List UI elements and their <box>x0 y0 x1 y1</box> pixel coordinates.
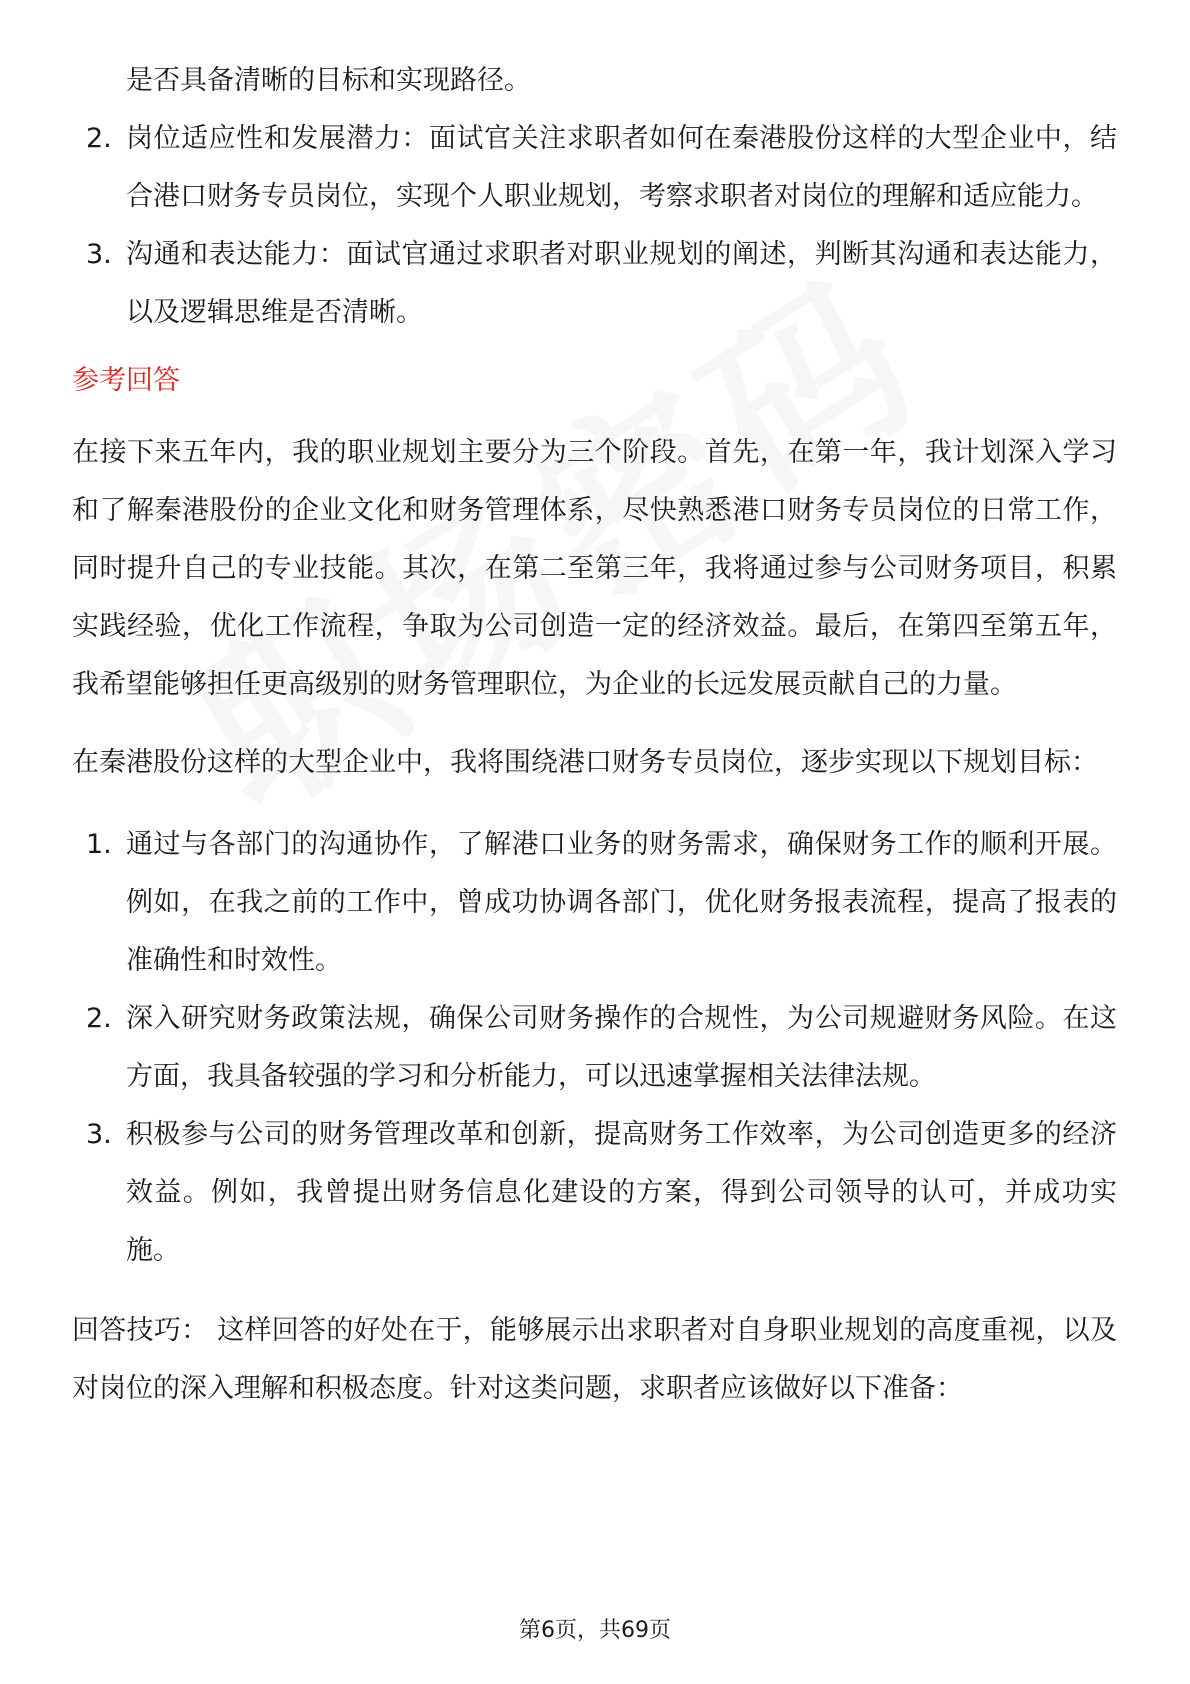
list-item-text: 积极参与公司的财务管理改革和创新，提高财务工作效率，为公司创造更多的经济效益。例如，我曾提出财务信息化建设的方案，得到公司领导的认可，并成功实施。 <box>126 1119 1117 1266</box>
list-item <box>72 110 1117 226</box>
list-item <box>72 816 1117 990</box>
section-heading: 参考回答 <box>72 365 180 396</box>
list-number: 3. <box>86 1119 112 1150</box>
list-number: 2. <box>86 1003 112 1034</box>
question-points-list <box>72 110 1117 342</box>
page-footer: 第6页，共69页 <box>519 1618 671 1643</box>
list-number: 1. <box>86 829 112 860</box>
list-number: 2. <box>86 123 112 154</box>
list-item-text: 岗位适应性和发展潜力：面试官关注求职者如何在秦港股份这样的大型企业中，结合港口财务专员岗位，实现个人职业规划，考察求职者对岗位的理解和适应能力。 <box>126 123 1117 212</box>
answer-paragraph: 在秦港股份这样的大型企业中，我将围绕港口财务专员岗位，逐步实现以下规划目标： <box>72 747 1098 778</box>
list-number: 3. <box>86 239 112 270</box>
list-item-text: 沟通和表达能力：面试官通过求职者对职业规划的阐述，判断其沟通和表达能力，以及逻辑思维是否清晰。 <box>126 239 1117 328</box>
list-item-text: 深入研究财务政策法规，确保公司财务操作的合规性，为公司规避财务风险。在这方面，我具备较强的学习和分析能力，可以迅速掌握相关法律法规。 <box>126 1003 1117 1092</box>
goal-points-list <box>72 816 1117 1280</box>
list-item-text: 通过与各部门的沟通协作，了解港口业务的财务需求，确保财务工作的顺利开展。例如，在我之前的工作中，曾成功协调各部门，优化财务报表流程，提高了报表的准确性和时效性。 <box>126 829 1117 976</box>
list-item <box>72 226 1117 342</box>
answer-paragraph: 在接下来五年内，我的职业规划主要分为三个阶段。首先，在第一年，我计划深入学习和了解秦港股份的企业文化和财务管理体系，尽快熟悉港口财务专员岗位的日常工作，同时提升自己的专业技能。其次，在第二至第三年，我将通过参与公司财务项目，积累实践经验，优化工作流程，争取为公司创造一定的经济效益。最后，在第四至第五年，我希望能够担任更高级别的财务管理职位，为企业的长远发展贡献自己的力量。 <box>72 437 1117 700</box>
tips-paragraph: 回答技巧： 这样回答的好处在于，能够展示出求职者对自身职业规划的高度重视，以及对岗位的深入理解和积极态度。针对这类问题，求职者应该做好以下准备： <box>72 1315 1117 1404</box>
continuation-line: 是否具备清晰的目标和实现路径。 <box>126 65 531 96</box>
list-item <box>72 990 1117 1106</box>
list-item <box>72 1106 1117 1280</box>
page-content <box>72 52 1117 1418</box>
